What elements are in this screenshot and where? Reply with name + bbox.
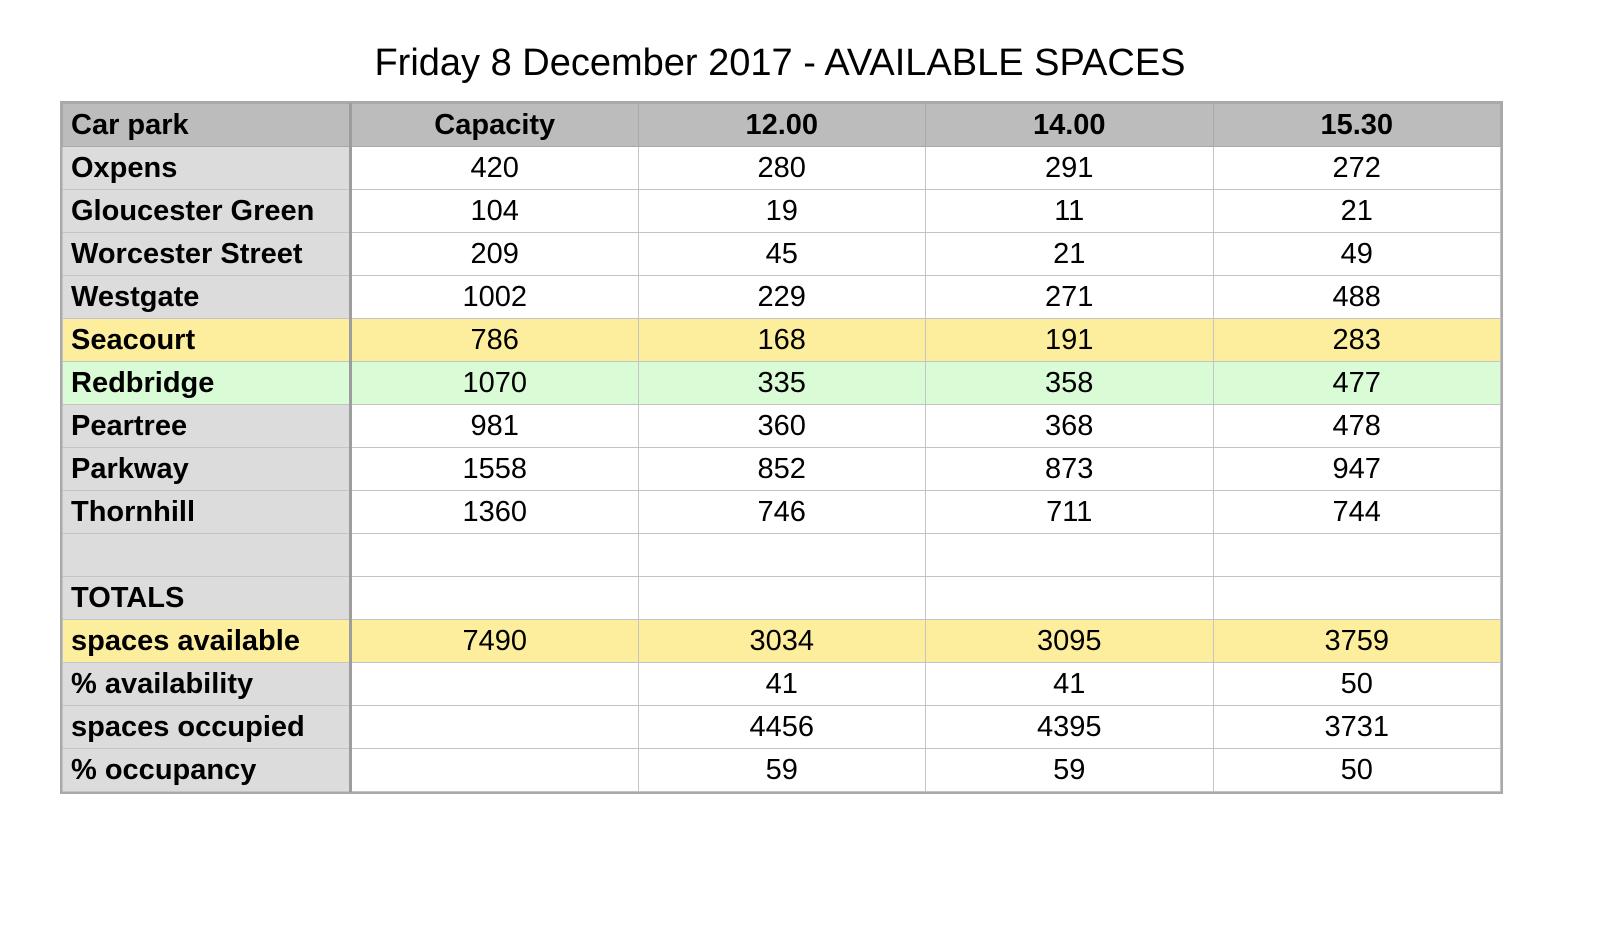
cell-value: 3731 bbox=[1213, 706, 1501, 749]
table-row bbox=[63, 233, 1501, 276]
cell-value bbox=[351, 749, 639, 792]
cell-value: 4395 bbox=[926, 706, 1214, 749]
table-row bbox=[63, 534, 1501, 577]
cell-value: 1558 bbox=[351, 448, 639, 491]
table-row bbox=[63, 276, 1501, 319]
cell-value: 272 bbox=[1213, 147, 1501, 190]
table-row bbox=[63, 362, 1501, 405]
row-label: Peartree bbox=[63, 405, 351, 448]
table-row bbox=[63, 319, 1501, 362]
cell-value: 59 bbox=[926, 749, 1214, 792]
row-label: % availability bbox=[63, 663, 351, 706]
table-body bbox=[63, 147, 1501, 792]
table-row bbox=[63, 190, 1501, 233]
cell-value: 59 bbox=[638, 749, 926, 792]
cell-value: 746 bbox=[638, 491, 926, 534]
row-label: Gloucester Green bbox=[63, 190, 351, 233]
row-label: Oxpens bbox=[63, 147, 351, 190]
row-label: Parkway bbox=[63, 448, 351, 491]
cell-value: 420 bbox=[351, 147, 639, 190]
row-label: Thornhill bbox=[63, 491, 351, 534]
cell-value bbox=[638, 534, 926, 577]
table-row bbox=[63, 491, 1501, 534]
column-header-1400: 14.00 bbox=[926, 104, 1214, 147]
cell-value: 3034 bbox=[638, 620, 926, 663]
table-title: Friday 8 December 2017 - AVAILABLE SPACES bbox=[374, 42, 1186, 84]
row-label: Westgate bbox=[63, 276, 351, 319]
cell-value: 49 bbox=[1213, 233, 1501, 276]
cell-value: 360 bbox=[638, 405, 926, 448]
cell-value: 21 bbox=[1213, 190, 1501, 233]
cell-value: 280 bbox=[638, 147, 926, 190]
cell-value: 283 bbox=[1213, 319, 1501, 362]
row-label bbox=[63, 534, 351, 577]
cell-value: 1002 bbox=[351, 276, 639, 319]
cell-value: 477 bbox=[1213, 362, 1501, 405]
cell-value bbox=[1213, 534, 1501, 577]
column-header-1530: 15.30 bbox=[1213, 104, 1501, 147]
cell-value bbox=[351, 577, 639, 620]
cell-value: 45 bbox=[638, 233, 926, 276]
cell-value: 711 bbox=[926, 491, 1214, 534]
cell-value: 168 bbox=[638, 319, 926, 362]
cell-value: 191 bbox=[926, 319, 1214, 362]
cell-value: 873 bbox=[926, 448, 1214, 491]
cell-value bbox=[351, 706, 639, 749]
row-label: Redbridge bbox=[63, 362, 351, 405]
cell-value: 478 bbox=[1213, 405, 1501, 448]
cell-value bbox=[351, 663, 639, 706]
table-row bbox=[63, 749, 1501, 792]
cell-value bbox=[351, 534, 639, 577]
cell-value: 368 bbox=[926, 405, 1214, 448]
column-header-1200: 12.00 bbox=[638, 104, 926, 147]
row-label: Seacourt bbox=[63, 319, 351, 362]
table-row bbox=[63, 147, 1501, 190]
cell-value bbox=[926, 577, 1214, 620]
table-row bbox=[63, 620, 1501, 663]
cell-value: 335 bbox=[638, 362, 926, 405]
cell-value: 947 bbox=[1213, 448, 1501, 491]
cell-value: 41 bbox=[638, 663, 926, 706]
row-label: % occupancy bbox=[63, 749, 351, 792]
cell-value: 3095 bbox=[926, 620, 1214, 663]
row-label: spaces occupied bbox=[63, 706, 351, 749]
row-label: Worcester Street bbox=[63, 233, 351, 276]
cell-value: 3759 bbox=[1213, 620, 1501, 663]
table-row bbox=[63, 405, 1501, 448]
column-header-car-park: Car park bbox=[63, 104, 351, 147]
cell-value: 4456 bbox=[638, 706, 926, 749]
cell-value: 50 bbox=[1213, 749, 1501, 792]
cell-value bbox=[926, 534, 1214, 577]
cell-value: 11 bbox=[926, 190, 1214, 233]
cell-value: 21 bbox=[926, 233, 1214, 276]
cell-value: 786 bbox=[351, 319, 639, 362]
table-row bbox=[63, 706, 1501, 749]
header-row bbox=[63, 104, 1501, 147]
cell-value: 19 bbox=[638, 190, 926, 233]
row-label: spaces available bbox=[63, 620, 351, 663]
cell-value: 41 bbox=[926, 663, 1214, 706]
cell-value: 104 bbox=[351, 190, 639, 233]
cell-value: 209 bbox=[351, 233, 639, 276]
cell-value: 271 bbox=[926, 276, 1214, 319]
cell-value: 358 bbox=[926, 362, 1214, 405]
cell-value bbox=[1213, 577, 1501, 620]
table-row bbox=[63, 577, 1501, 620]
cell-value: 981 bbox=[351, 405, 639, 448]
table-row bbox=[63, 663, 1501, 706]
cell-value: 7490 bbox=[351, 620, 639, 663]
column-header-capacity: Capacity bbox=[351, 104, 639, 147]
cell-value: 852 bbox=[638, 448, 926, 491]
cell-value: 1070 bbox=[351, 362, 639, 405]
car-park-spaces-table bbox=[62, 103, 1501, 792]
cell-value: 229 bbox=[638, 276, 926, 319]
cell-value: 744 bbox=[1213, 491, 1501, 534]
cell-value bbox=[638, 577, 926, 620]
cell-value: 291 bbox=[926, 147, 1214, 190]
table-row bbox=[63, 448, 1501, 491]
cell-value: 50 bbox=[1213, 663, 1501, 706]
cell-value: 488 bbox=[1213, 276, 1501, 319]
cell-value: 1360 bbox=[351, 491, 639, 534]
row-label: TOTALS bbox=[63, 577, 351, 620]
